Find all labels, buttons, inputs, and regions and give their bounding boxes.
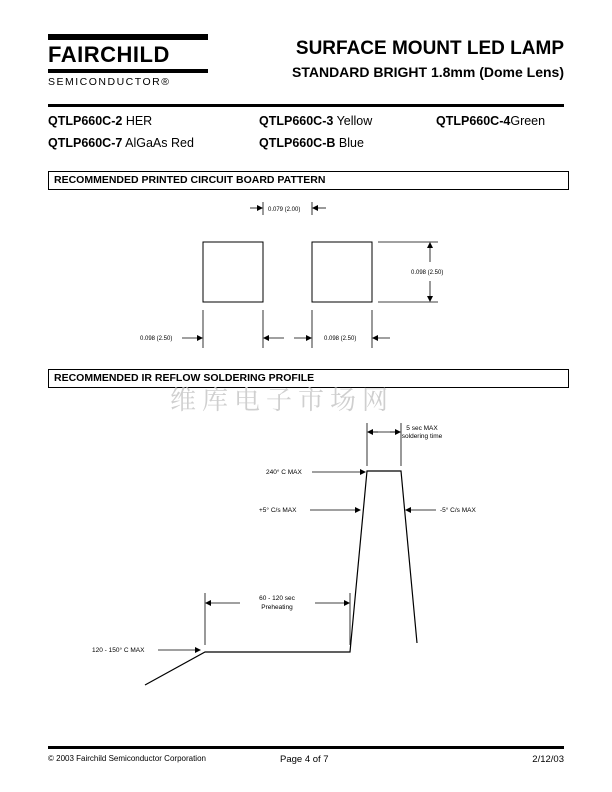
document-title: SURFACE MOUNT LED LAMP: [295, 38, 564, 59]
part-color: AlGaAs Red: [122, 136, 194, 150]
footer-date: 2/12/03: [532, 754, 564, 765]
label-preheat-temp: 120 - 150° C MAX: [92, 647, 145, 654]
reflow-profile: [92, 423, 476, 685]
dim-gap-label: 0.079 (2.00): [268, 207, 301, 213]
dim-height-label: 0.098 (2.50): [411, 270, 444, 276]
part-number: QTLP660C-2: [48, 114, 123, 128]
label-ramp-up: +5° C/s MAX: [259, 507, 297, 514]
part-number: QTLP660C-3: [259, 114, 334, 128]
dim-gap: [250, 202, 326, 215]
part-color: Green: [510, 114, 546, 128]
logo-text: FAIRCHILD: [48, 42, 170, 67]
part-number: QTLP660C-B: [259, 136, 336, 150]
footer-rule: [48, 746, 564, 749]
pcb-pad-left: [203, 242, 263, 302]
label-ramp-down: -5° C/s MAX: [440, 507, 476, 514]
dim-left-width-label: 0.098 (2.50): [140, 336, 173, 342]
label-preheat: Preheating: [261, 604, 293, 611]
label-soldering-time-2: soldering time: [401, 433, 443, 440]
pcb-pad-right: [312, 242, 372, 302]
label-preheat-time: 60 - 120 sec: [259, 595, 295, 602]
dim-right-width-label: 0.098 (2.50): [324, 336, 357, 342]
pcb-section-title: RECOMMENDED PRINTED CIRCUIT BOARD PATTERN: [48, 171, 569, 190]
dim-left-width: [140, 310, 284, 348]
document-subtitle: STANDARD BRIGHT 1.8mm (Dome Lens): [292, 64, 564, 80]
part-color: HER: [122, 114, 153, 128]
logo-subtext: SEMICONDUCTOR®: [48, 76, 171, 88]
part-number: QTLP660C-4: [436, 114, 511, 128]
footer-copyright: © 2003 Fairchild Semiconductor Corporation: [48, 754, 206, 763]
label-peak: 240° C MAX: [266, 469, 302, 476]
part-color: Blue: [335, 136, 364, 150]
dim-right-width: [294, 310, 390, 348]
dim-height: [378, 242, 443, 302]
part-number: QTLP660C-7: [48, 136, 123, 150]
footer-page-number: Page 4 of 7: [280, 754, 329, 765]
reflow-curve: [145, 471, 417, 685]
watermark: 维库电子市场网: [170, 386, 395, 416]
reflow-section-title: RECOMMENDED IR REFLOW SOLDERING PROFILE: [48, 369, 569, 388]
part-color: Yellow: [333, 114, 373, 128]
label-soldering-time: 5 sec MAX: [406, 425, 438, 432]
